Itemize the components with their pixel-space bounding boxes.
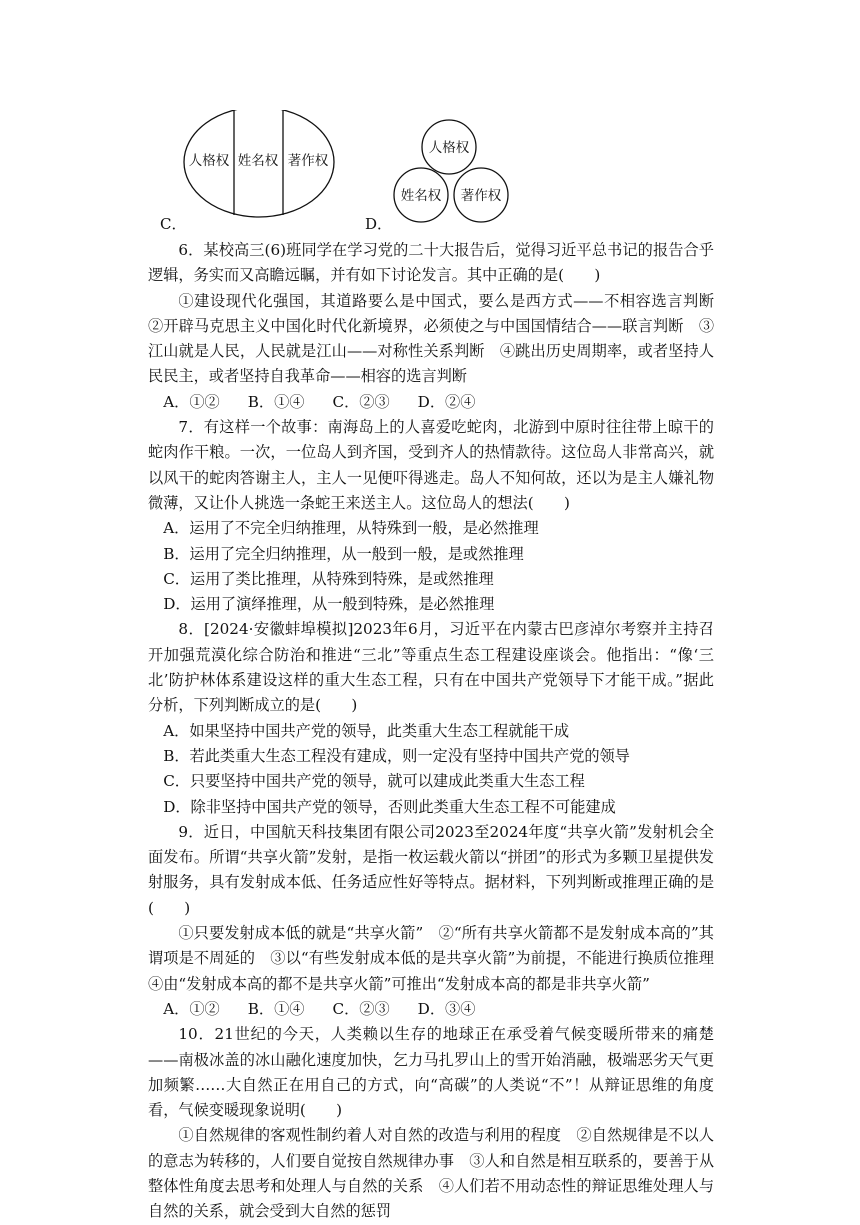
q9-statements: ①只要发射成本低的就是“共享火箭” ②“所有共享火箭都不是发射成本高的”其谓项是不周延的 ③以“有些发射成本低的是共享火箭”为前提，不能进行换质位推理 ④由“发射成本高的都不是共享火箭”可推出“发射成本高的都是非共享火箭”: [148, 924, 730, 993]
q9-choice-a: A．①②: [163, 999, 220, 1018]
diagram-options-row: [0, 110, 860, 235]
q6-statements: ①建设现代化强国，其道路要么是中国式，要么是西方式——不相容选言判断 ②开辟马克思主义中国化时代化新境界，必须使之与中国国情结合——联言判断 ③江山就是人民，人民就是江山——对称性关系判断 ④跳出历史周期率，或者坚持人民民主，或者坚持自我革命——相容的选言判断: [148, 291, 730, 386]
q8-option-b: B．若此类重大生态工程没有建成，则一定没有坚持中国共产党的领导: [163, 746, 630, 765]
option-c-label: C．: [160, 215, 187, 233]
diagram-d-circle-2: 姓名权: [400, 188, 442, 204]
diagram-d-circles: [394, 120, 508, 222]
q8-stem: 8．[2024·安徽蚌埠模拟]2023年6月，习近平在内蒙古巴彦淖尔考察并主持召开加强荒漠化综合防治和推进“三北”等重点生态工程建设座谈会。他指出：“像‘三北’防护林体系建设这样的重大生态工程，只有在中国共产党领导下才能干成。”据此分析，下列判断成立的是( ): [148, 620, 714, 715]
diagram-c-segment-1: 人格权: [188, 153, 230, 169]
q6-choice-d: D．②④: [417, 392, 476, 411]
q10-stem: 10．21世纪的今天，人类赖以生存的地球正在承受着气候变暖所带来的痛楚——南极冰盖的冰山融化速度加快，乞力马扎罗山上的雪开始消融，极端恶劣天气更加频繁……大自然正在用自己的方式，向“高碳”的人类说“不”！从辩证思维的角度看，气候变暖现象说明( ): [148, 1025, 714, 1120]
diagram-c-ellipse: [184, 110, 334, 217]
diagram-d-circle-1: 人格权: [428, 140, 470, 156]
q7-option-b: B．运用了完全归纳推理，从一般到一般，是或然推理: [163, 544, 524, 563]
q6-choice-b: B．①④: [247, 392, 305, 411]
q6-choice-c: C．②③: [332, 392, 390, 411]
diagram-d-circle-3: 著作权: [460, 188, 502, 204]
option-d-label: D．: [365, 215, 393, 233]
q6-stem: 6．某校高三(6)班同学在学习党的二十大报告后，觉得习近平总书记的报告合乎逻辑，务实而又高瞻远瞩，并有如下讨论发言。其中正确的是( ): [148, 241, 714, 285]
diagram-c-segment-2: 姓名权: [237, 153, 279, 169]
q9-choice-c: C．②③: [332, 999, 390, 1018]
q9-choices: [148, 997, 714, 1022]
q7-option-a: A．运用了不完全归纳推理，从特殊到一般，是必然推理: [163, 519, 539, 538]
q8-option-d: D．除非坚持中国共产党的领导，否则此类重大生态工程不可能建成: [163, 797, 616, 816]
q8-option-c: C．只要坚持中国共产党的领导，就可以建成此类重大生态工程: [163, 772, 585, 791]
q10-statements: ①自然规律的客观性制约着人对自然的改造与利用的程度 ②自然规律是不以人的意志为转移的，人们要自觉按自然规律办事 ③人和自然是相互联系的，要善于从整体性角度去思考和处理人与自然的关系 ④人们若不用动态性的辩证思维处理人与自然的关系，就会受到大自然的惩罚: [148, 1126, 714, 1221]
venn-diagrams: [0, 110, 860, 235]
q9-stem: 9．近日，中国航天科技集团有限公司2023至2024年度“共享火箭”发射机会全面发布。所谓“共享火箭”发射，是指一枚运载火箭以“拼团”的形式为多颗卫星提供发射服务，具有发射成本低、任务适应性好等特点。据材料，下列判断或推理正确的是( ): [148, 822, 714, 917]
q6-choice-a: A．①②: [163, 392, 220, 411]
q9-choice-b: B．①④: [247, 999, 305, 1018]
diagram-c-segment-3: 著作权: [287, 153, 329, 169]
q6-choices: [148, 390, 714, 415]
question-content: [148, 238, 730, 1225]
q9-choice-d: D．③④: [417, 999, 476, 1018]
q8-option-a: A．如果坚持中国共产党的领导，此类重大生态工程就能干成: [163, 721, 570, 740]
q7-option-d: D．运用了演绎推理，从一般到特殊，是必然推理: [163, 595, 495, 614]
q7-stem: 7．有这样一个故事：南海岛上的人喜爱吃蛇肉，北游到中原时往往带上晾干的蛇肉作干粮。一次，一位岛人到齐国，受到齐人的热情款待。这位岛人非常高兴，就以风干的蛇肉答谢主人，主人一见便吓得逃走。岛人不知何故，还以为是主人嫌礼物微薄，又让仆人挑选一条蛇王来送主人。这位岛人的想法( ): [148, 418, 714, 512]
q7-option-c: C．运用了类比推理，从特殊到特殊，是或然推理: [163, 569, 494, 588]
